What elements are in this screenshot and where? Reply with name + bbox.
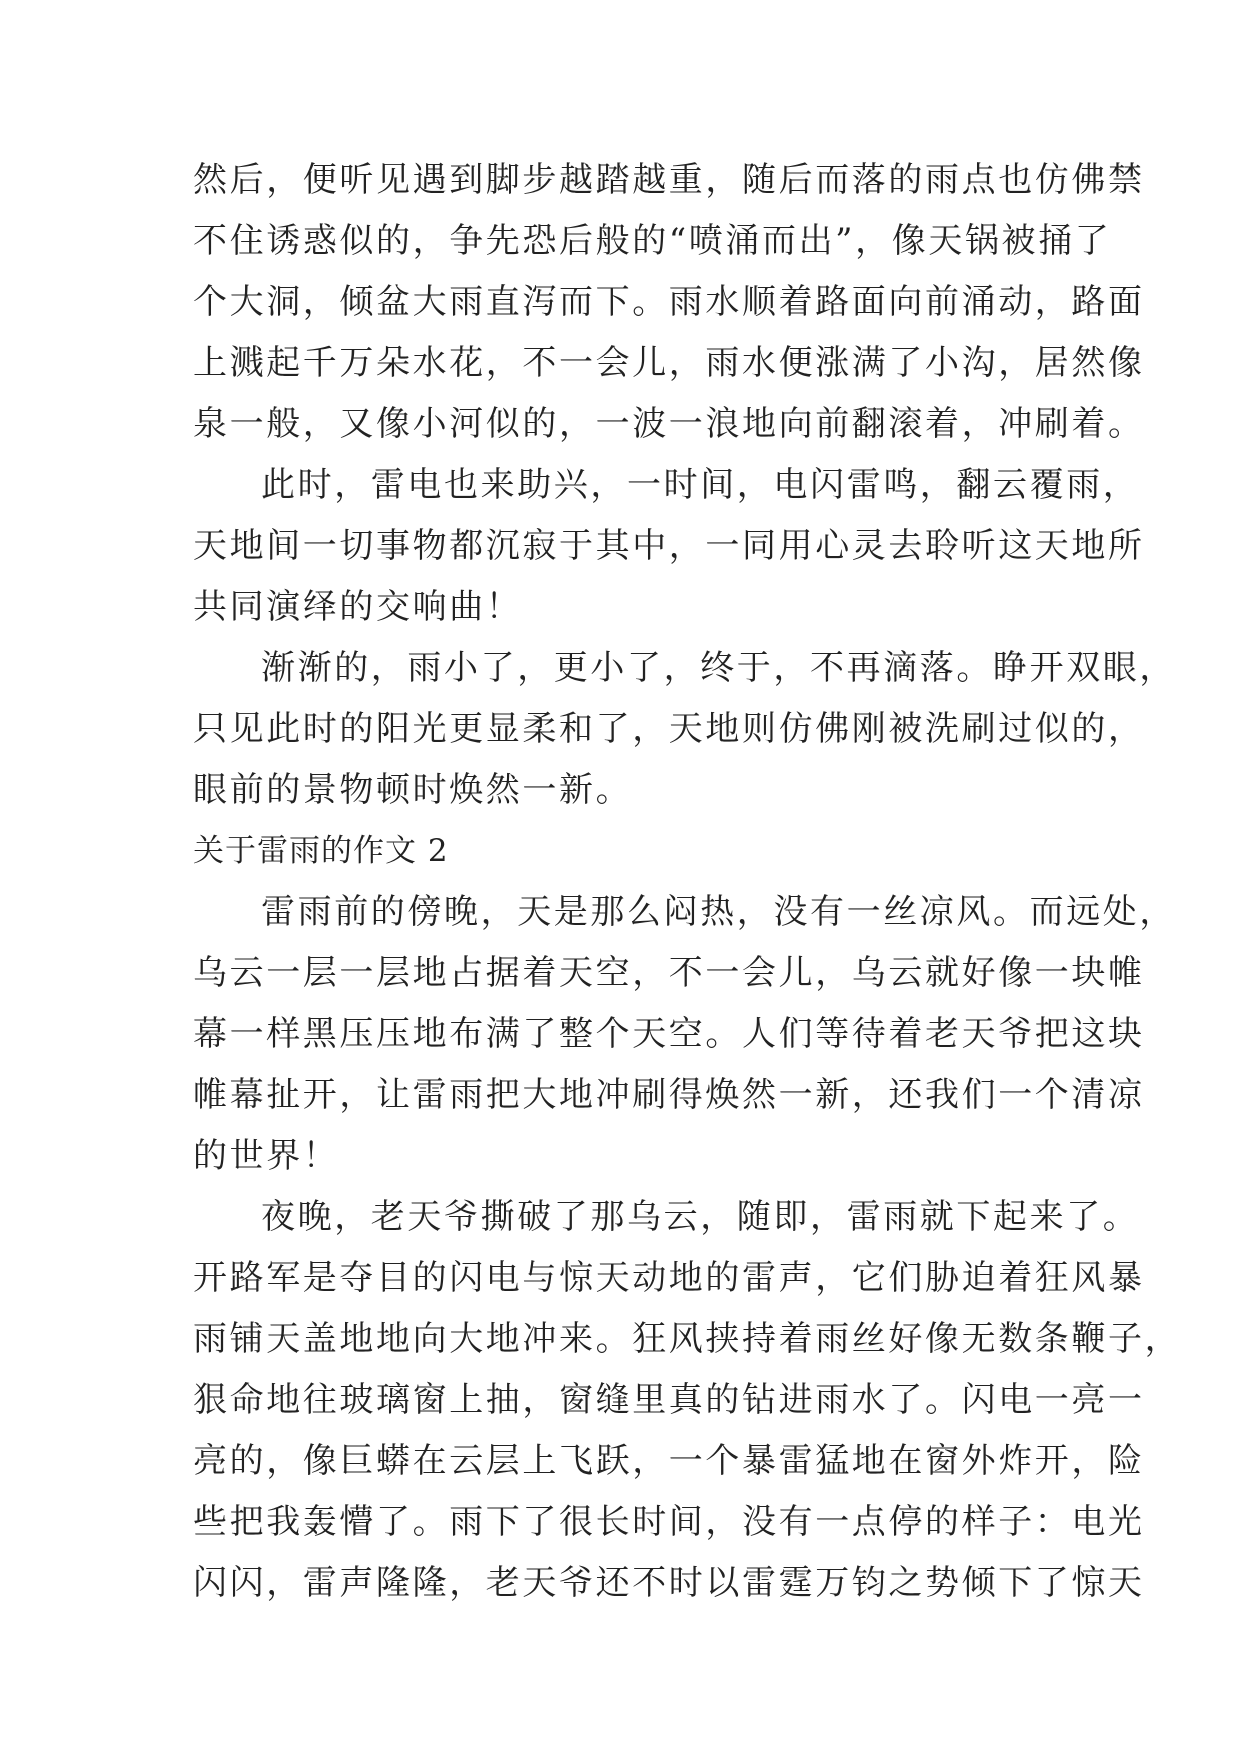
text-line: 泉一般，又像小河似的，一波一浪地向前翻滚着，冲刷着。 [193,404,1145,444]
paragraph [193,455,1145,638]
paragraph [193,1187,1182,1614]
heading-text: 关于雷雨的作文 2 [193,833,449,869]
text-line: 共同演绎的交响曲！ [193,587,523,627]
text-line: 然后，便听见遇到脚步越踏越重，随后而落的雨点也仿佛禁 [193,160,1145,200]
text-line: 雷雨前的傍晚，天是那么闷热，没有一丝凉风。而远处， [261,892,1176,932]
text-line: 个大洞，倾盆大雨直泻而下。雨水顺着路面向前涌动，路面 [193,282,1145,322]
document-body [193,150,1182,1614]
text-line: 天地间一切事物都沉寂于其中，一同用心灵去聆听这天地所 [193,526,1145,566]
text-line: 只见此时的阳光更显柔和了，天地则仿佛刚被洗刷过似的， [193,709,1145,749]
text-line: 些把我轰懵了。雨下了很长时间，没有一点停的样子：电光 [193,1502,1145,1542]
paragraph [193,150,1145,455]
text-line: 的世界！ [193,1136,340,1176]
text-line: 夜晚，老天爷撕破了那乌云，随即，雷雨就下起来了。 [261,1197,1140,1237]
paragraph [193,638,1176,821]
text-line: 开路军是夺目的闪电与惊天动地的雷声，它们胁迫着狂风暴 [193,1258,1145,1298]
text-line: 幕一样黑压压地布满了整个天空。人们等待着老天爷把这块 [193,1014,1145,1054]
paragraph [193,882,1176,1187]
text-line: 闪闪，雷声隆隆，老天爷还不时以雷霆万钧之势倾下了惊天 [193,1563,1145,1603]
text-line: 不住诱惑似的，争先恐后般的“喷涌而出”，像天锅被捅了 [193,221,1112,261]
text-line: 帷幕扯开，让雷雨把大地冲刷得焕然一新，还我们一个清凉 [193,1075,1145,1115]
text-line: 狠命地往玻璃窗上抽，窗缝里真的钻进雨水了。闪电一亮一 [193,1380,1145,1420]
text-line: 乌云一层一层地占据着天空，不一会儿，乌云就好像一块帷 [193,953,1145,993]
section-heading [193,821,1073,882]
text-line: 此时，雷电也来助兴，一时间，电闪雷鸣，翻云覆雨， [261,465,1140,505]
text-line: 渐渐的，雨小了，更小了，终于，不再滴落。睁开双眼， [261,648,1176,688]
text-line: 眼前的景物顿时焕然一新。 [193,770,633,810]
text-line: 亮的，像巨蟒在云层上飞跃，一个暴雷猛地在窗外炸开，险 [193,1441,1145,1481]
text-line: 雨铺天盖地地向大地冲来。狂风挟持着雨丝好像无数条鞭子， [193,1319,1182,1359]
text-line: 上溅起千万朵水花，不一会儿，雨水便涨满了小沟，居然像 [193,343,1145,383]
